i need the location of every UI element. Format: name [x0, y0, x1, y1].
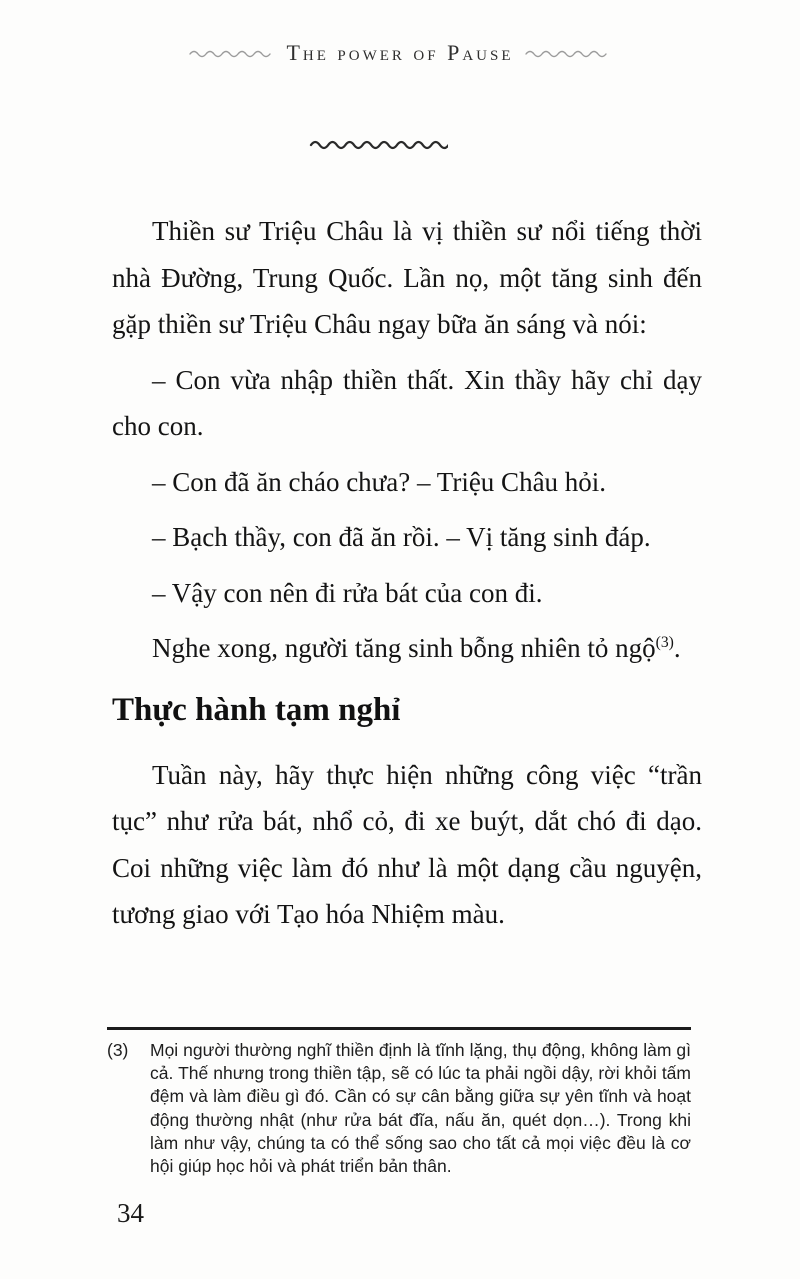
running-header-title: The power of Pause	[286, 40, 514, 65]
paragraph-dialogue-1: – Con vừa nhập thiền thất. Xin thầy hãy chỉ dạy cho con.	[112, 364, 702, 441]
paragraph-dialogue-4: – Vậy con nên đi rửa bát của con đi.	[152, 577, 543, 608]
footnote-block	[107, 1027, 691, 1178]
paragraph-dialogue-3: – Bạch thầy, con đã ăn rồi. – Vị tăng sinh đáp.	[152, 522, 651, 552]
header-squiggle-right-icon	[524, 48, 612, 58]
story-body	[112, 208, 702, 947]
paragraph-practice: Tuần này, hãy thực hiện những công việc “trần tục” như rửa bát, nhổ cỏ, đi xe buýt, dắt chó đi dạo. Coi những việc làm đó như là một dạng cầu nguyện, tương giao với Tạo hóa Nhiệm màu.	[112, 759, 702, 929]
footnote-text: Mọi người thường nghĩ thiền định là tĩnh lặng, thụ động, không làm gì cả. Thế nhưng trong thiền tập, sẽ có lúc ta phải ngồi dậy, rời khỏi tấm đệm và làm điều gì đó. Cần có sự cân bằng giữa sự yên tĩnh và hoạt động thường nhật (như rửa bát đĩa, nấu ăn, quét dọn…). Trong khi làm như vậy, chúng ta có thể sống sao cho tất cả mọi việc đều là cơ hội giúp học hỏi và phát triển bản thân.	[150, 1040, 691, 1177]
page-number: 34	[117, 1198, 144, 1228]
paragraph-dialogue-2: – Con đã ăn cháo chưa? – Triệu Châu hỏi.	[152, 466, 607, 497]
running-header	[0, 40, 800, 66]
footnote-marker: (3)	[107, 1040, 129, 1060]
paragraph-conclusion-text: Nghe xong, người tăng sinh bỗng nhiên tỏ ngộ	[152, 633, 656, 663]
footnote-separator	[107, 1027, 691, 1030]
footnote-reference: (3)	[655, 634, 674, 651]
paragraph-conclusion-period: .	[673, 633, 681, 663]
paragraph-intro: Thiền sư Triệu Châu là vị thiền sư nổi tiếng thời nhà Đường, Trung Quốc. Lần nọ, một tăng sinh đến gặp thiền sư Triệu Châu ngay bữa ăn sáng và nói:	[112, 216, 702, 339]
wave-ornament-icon	[308, 136, 448, 157]
paragraph-conclusion	[112, 625, 702, 672]
header-squiggle-left-icon	[188, 48, 276, 58]
footnote-row	[107, 1039, 691, 1178]
section-heading: Thực hành tạm nghỉ	[112, 691, 401, 728]
